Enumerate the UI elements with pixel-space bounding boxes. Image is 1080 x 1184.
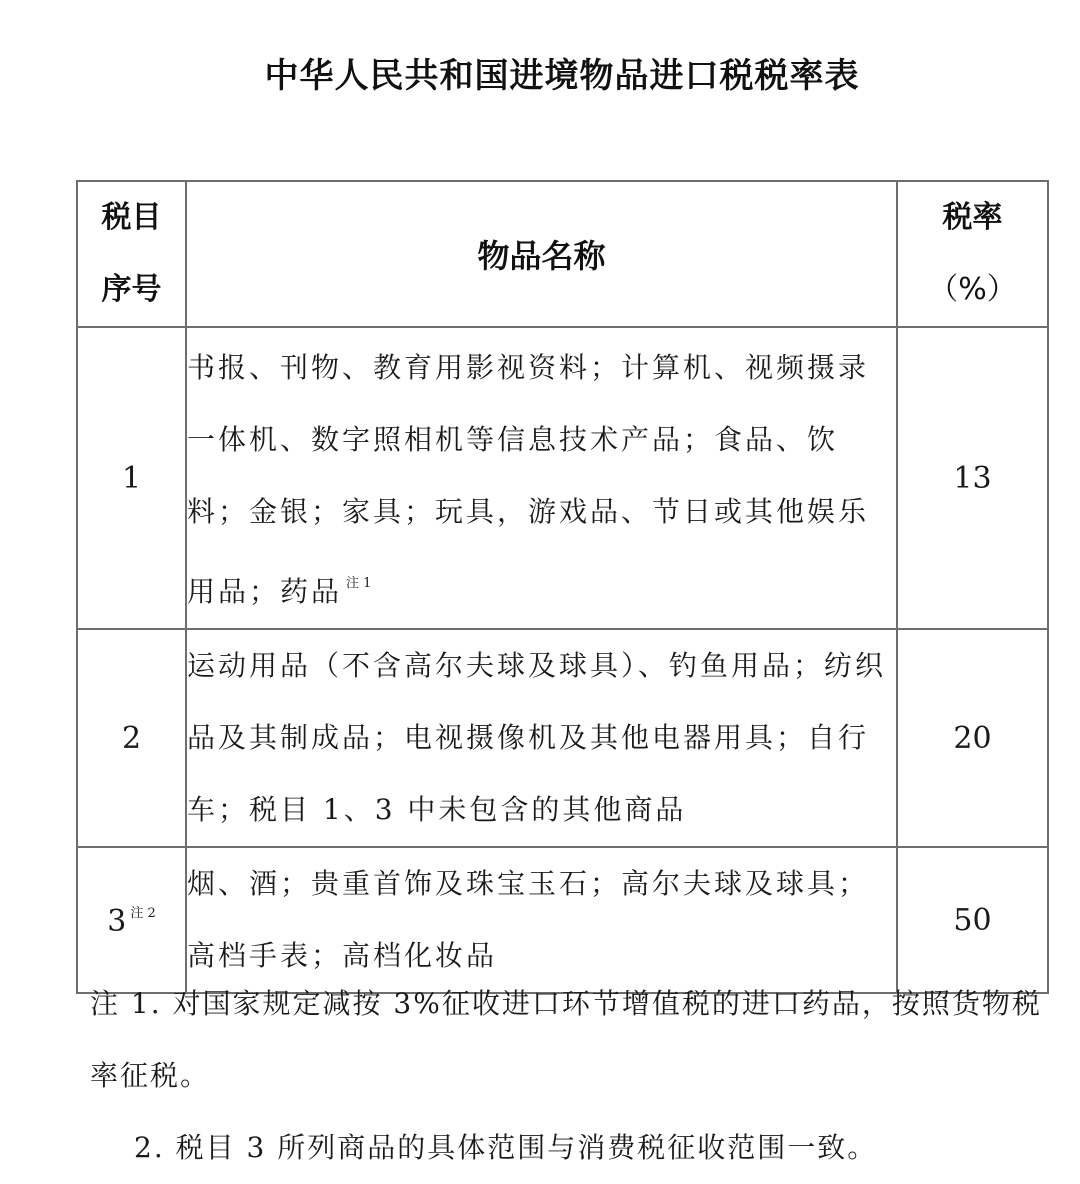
row-index-value: 1 (121, 460, 142, 496)
row-index (77, 327, 186, 629)
footnote-1: 注 1. 对国家规定减按 3%征收进口环节增值税的进口药品，按照货物税率征税。 (90, 987, 1042, 1092)
footnote-2: 2. 税目 3 所列商品的具体范围与消费税征收范围一致。 (134, 1131, 878, 1164)
row-description-text: 书报、刊物、教育用影视资料；计算机、视频摄录一体机、数字照相机等信息技术产品；食品、饮料；金银；家具；玩具，游戏品、节日或其他娱乐用品；药品 (187, 351, 870, 608)
table-header-row (77, 181, 1048, 327)
header-tax-rate (897, 181, 1048, 327)
table-row (77, 327, 1048, 629)
row-rate: 13 (897, 327, 1048, 629)
header-tax-rate-line2: （%） (928, 272, 1017, 307)
row-description (186, 327, 897, 629)
footnotes (90, 968, 1050, 1184)
row-index-value: 3 (107, 903, 127, 939)
header-item-number-line2: 序号 (101, 272, 162, 307)
row-description (186, 629, 897, 847)
table-row (77, 629, 1048, 847)
row-index-value: 2 (121, 720, 142, 756)
header-item-number (77, 181, 186, 327)
row-description-text: 运动用品（不含高尔夫球及球具）、钓鱼用品；纺织品及其制成品；电视摄像机及其他电器用具；自行车；税目 1、3 中未包含的其他商品 (187, 649, 887, 826)
header-tax-rate-line1: 税率 (942, 200, 1003, 235)
page-title: 中华人民共和国进境物品进口税税率表 (264, 56, 860, 96)
row-rate: 50 (897, 847, 1048, 993)
row-rate: 20 (897, 629, 1048, 847)
header-item-name: 物品名称 (186, 181, 897, 327)
footnote-ref: 注 1 (346, 576, 372, 591)
header-item-number-line1: 税目 (101, 200, 162, 235)
tax-rate-table (76, 180, 1049, 994)
row-index (77, 629, 186, 847)
footnote-ref: 注 2 (130, 905, 156, 921)
row-description-text: 烟、酒；贵重首饰及珠宝玉石；高尔夫球及球具；高档手表；高档化妆品 (187, 867, 870, 972)
